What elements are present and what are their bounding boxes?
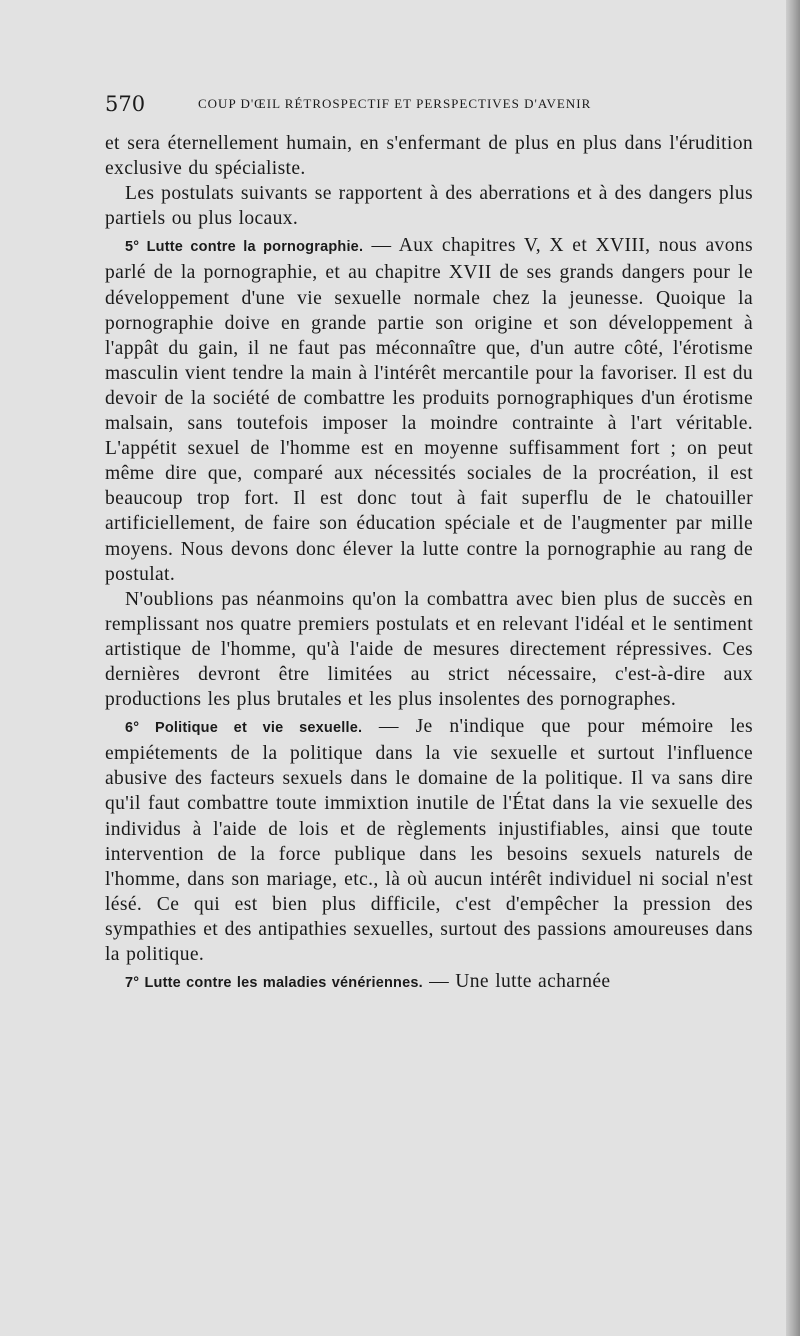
paragraph-2: [105, 181, 753, 231]
section-heading: 6° Politique et vie sexuelle.: [125, 720, 363, 737]
running-title: COUP D'ŒIL RÉTROSPECTIF ET PERSPECTIVES D'AVENIR: [198, 96, 592, 111]
paragraph-text: N'oublions pas néanmoins qu'on la combattra avec bien plus de succès en remplissant nos quatre premiers postulats et en relevant l'idéal et le sentiment artistique de l'homme, qu'à l'aide de mesures directement répressives. Ces dernières devront être limitées au strict nécessaire, c'est-à-dire aux productions les plus brutales et les plus insolentes des pornographes.: [105, 588, 753, 711]
section-pornographie: [105, 233, 753, 586]
page-edge-shadow: [786, 0, 800, 1336]
section-maladies: [105, 969, 753, 996]
paragraph-text: — Aux chapitres V, X et XVIII, nous avons parlé de la pornographie, et au chapitre XVII de ses grands dangers pour le développement d'une vie sexuelle normale chez la jeunesse. Quoique la pornographie doive en grande partie son origine et son développement à l'appât du gain, il ne faut pas méconnaître que, d'un autre côté, l'érotisme masculin vient tendre la main à l'intérêt mercantile pour la favoriser. Il est du devoir de la société de combattre les produits pornographiques d'un érotisme malsain, sans toutefois imposer la moindre contrainte à l'art véritable. L'appétit sexuel de l'homme est en moyenne suffisamment fort ; on peut même dire que, comparé aux nécessités sociales de la procréation, il est beaucoup trop fort. Il est donc tout à fait superflu de le chatouiller artificiellement, de faire son éducation spéciale et de l'augmenter par mille moyens. Nous devons donc élever la lutte contre la pornographie au rang de postulat.: [105, 235, 753, 585]
section-politique: [105, 714, 753, 967]
paragraph-text: et sera éternellement humain, en s'enfermant de plus en plus dans l'érudition exclusive du spécialiste.: [105, 133, 753, 180]
body-text: [105, 131, 753, 996]
paragraph-text: — Une lutte acharnée: [422, 971, 611, 993]
paragraph-text: — Je n'indique que pour mémoire les empiétements de la politique dans la vie sexuelle et surtout l'influence abusive des facteurs sexuels dans le domaine de la politique. Il va sans dire qu'il faut combattre toute immixtion inutile de l'État dans la vie sexuelle des individus à l'aide de lois et de règlements injustifiables, ainsi que toute intervention de la force publique dans les besoins sexuels naturels de l'homme, dans son mariage, etc., là où aucun intérêt individuel ni social n'est lésé. Ce qui est bien plus difficile, c'est d'empêcher la pression des sympathies et des antipathies sexuelles, surtout des passions amoureuses dans la politique.: [105, 716, 754, 965]
running-header: [105, 92, 705, 116]
paragraph-4: [105, 587, 753, 712]
section-heading: 7° Lutte contre les maladies vénériennes.: [125, 975, 423, 992]
paragraph-1: [105, 131, 753, 181]
paragraph-text: Les postulats suivants se rapportent à des aberrations et à des dangers plus partiels ou plus locaux.: [105, 183, 753, 230]
section-heading: 5° Lutte contre la pornographie.: [125, 239, 364, 256]
page-number: 570: [105, 92, 146, 116]
